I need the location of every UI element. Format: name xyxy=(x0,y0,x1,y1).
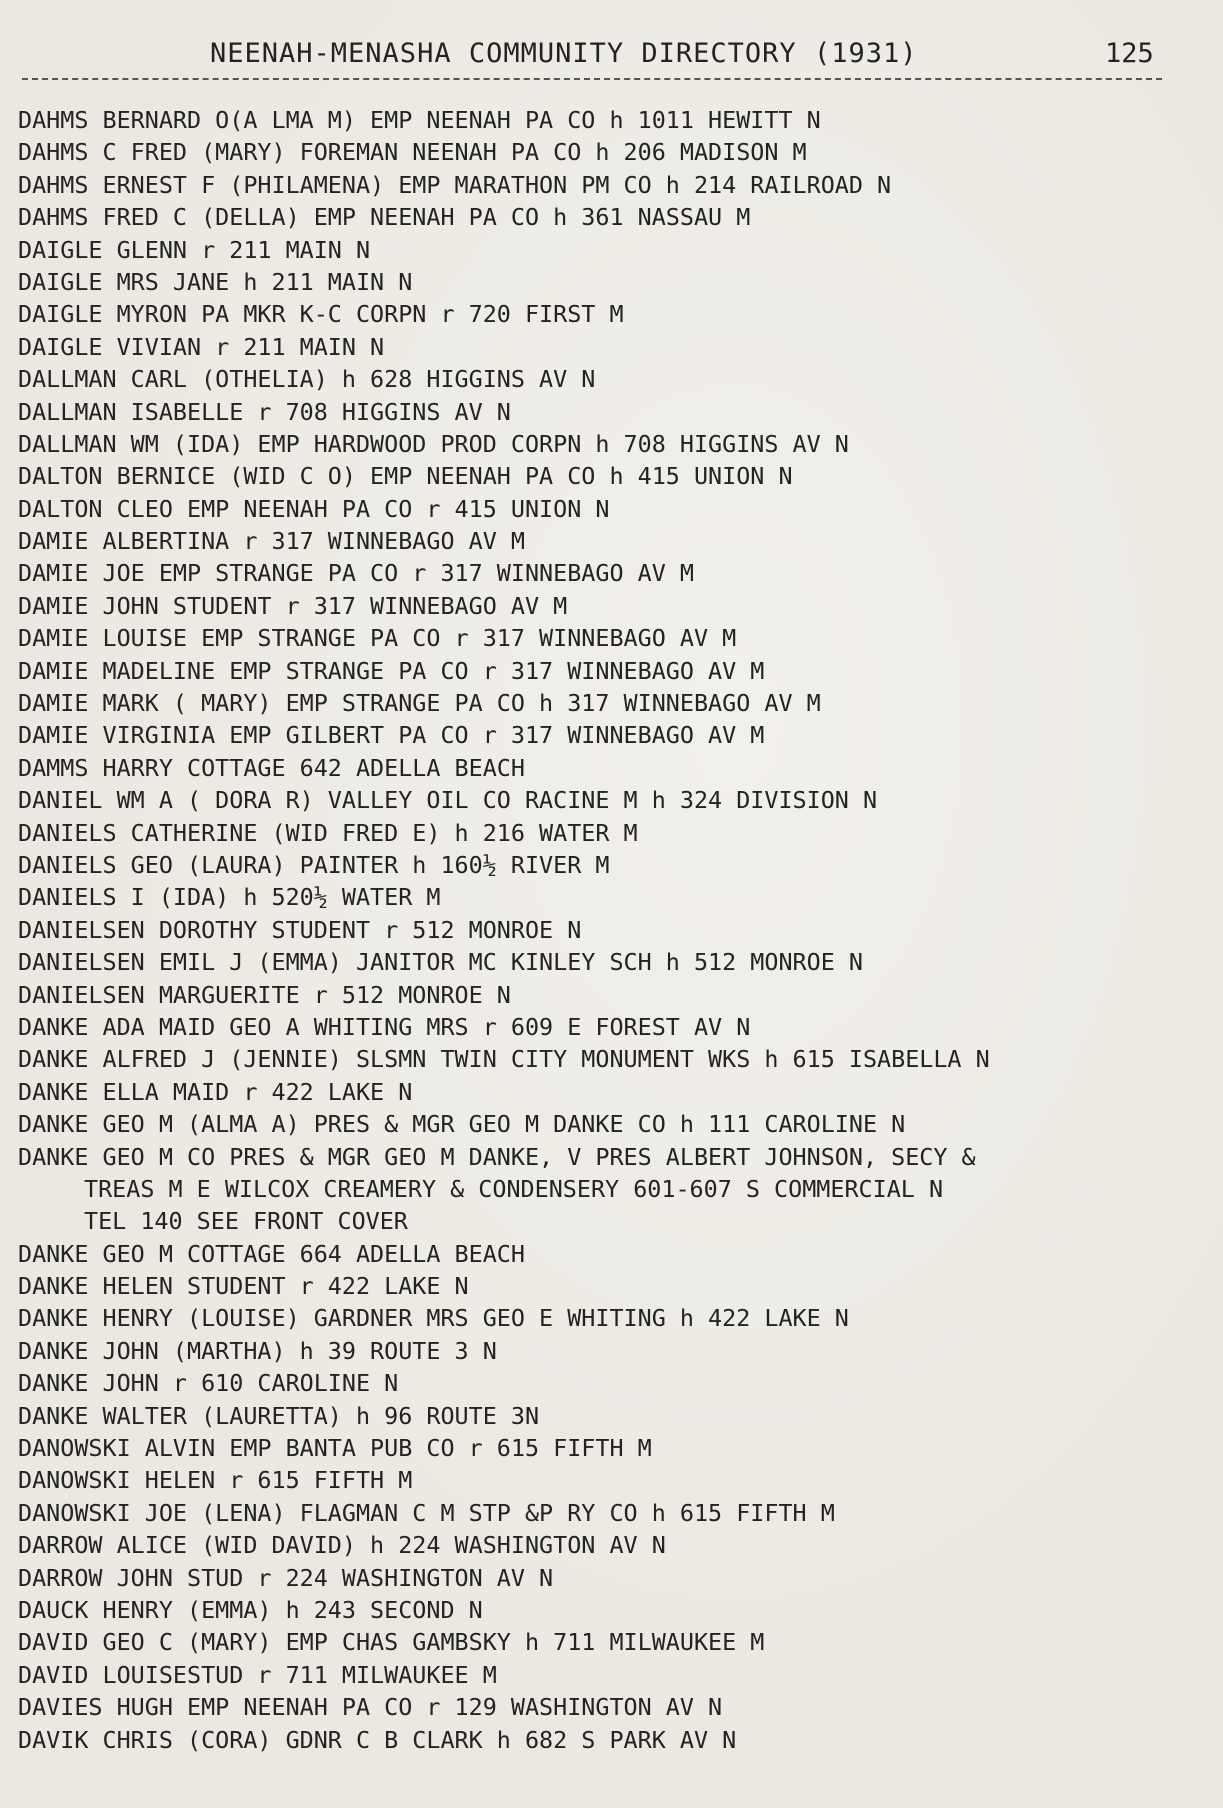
directory-entry: DANIELSEN EMIL J (EMMA) JANITOR MC KINLEY SCH h 512 MONROE N xyxy=(18,948,863,977)
directory-entry: DAVID GEO C (MARY) EMP CHAS GAMBSKY h 711 MILWAUKEE M xyxy=(18,1628,765,1657)
directory-entry: DALLMAN WM (IDA) EMP HARDWOOD PROD CORPN h 708 HIGGINS AV N xyxy=(18,429,849,458)
directory-entry: DAVIES HUGH EMP NEENAH PA CO r 129 WASHINGTON AV N xyxy=(18,1693,723,1722)
directory-entry: DAMIE LOUISE EMP STRANGE PA CO r 317 WINNEBAGO AV M xyxy=(18,624,737,653)
directory-entry: DANKE GEO M (ALMA A) PRES & MGR GEO M DANKE CO h 111 CAROLINE N xyxy=(18,1110,906,1139)
directory-entry-continuation: TEL 140 SEE FRONT COVER xyxy=(84,1207,408,1236)
directory-entry: DAHMS FRED C (DELLA) EMP NEENAH PA CO h 361 NASSAU M xyxy=(18,203,751,232)
directory-entry: DAMIE MADELINE EMP STRANGE PA CO r 317 WINNEBAGO AV M xyxy=(18,656,765,685)
directory-entry: DANIELSEN MARGUERITE r 512 MONROE N xyxy=(18,980,511,1009)
directory-entry: DAHMS C FRED (MARY) FOREMAN NEENAH PA CO h 206 MADISON M xyxy=(18,138,807,167)
directory-entry: DANIELS CATHERINE (WID FRED E) h 216 WATER M xyxy=(18,818,638,847)
directory-entries-list xyxy=(0,104,1223,1756)
directory-entry: DANKE GEO M CO PRES & MGR GEO M DANKE, V PRES ALBERT JOHNSON, SECY & xyxy=(18,1142,976,1171)
directory-entry: DANIELSEN DOROTHY STUDENT r 512 MONROE N xyxy=(18,915,582,944)
directory-entry: DARROW ALICE (WID DAVID) h 224 WASHINGTON AV N xyxy=(18,1531,666,1560)
directory-entry: DANIELS GEO (LAURA) PAINTER h 160½ RIVER M xyxy=(18,850,610,879)
directory-entry: DALLMAN CARL (OTHELIA) h 628 HIGGINS AV N xyxy=(18,365,596,394)
directory-entry: DANKE ADA MAID GEO A WHITING MRS r 609 E FOREST AV N xyxy=(18,1012,751,1041)
directory-entry: DANIEL WM A ( DORA R) VALLEY OIL CO RACINE M h 324 DIVISION N xyxy=(18,786,878,815)
directory-entry: DAMIE JOHN STUDENT r 317 WINNEBAGO AV M xyxy=(18,591,568,620)
directory-entry-continuation: TREAS M E WILCOX CREAMERY & CONDENSERY 601-607 S COMMERCIAL N xyxy=(84,1174,944,1203)
directory-entry: DAHMS ERNEST F (PHILAMENA) EMP MARATHON PM CO h 214 RAILROAD N xyxy=(18,170,892,199)
directory-entry: DAIGLE MRS JANE h 211 MAIN N xyxy=(18,267,413,296)
directory-entry: DAUCK HENRY (EMMA) h 243 SECOND N xyxy=(18,1595,483,1624)
directory-entry: DAIGLE VIVIAN r 211 MAIN N xyxy=(18,332,385,361)
page-title: NEENAH-MENASHA COMMUNITY DIRECTORY (1931) xyxy=(210,38,918,69)
header-divider xyxy=(22,78,1162,80)
directory-entry: DANOWSKI HELEN r 615 FIFTH M xyxy=(18,1466,413,1495)
directory-entry: DAVIK CHRIS (CORA) GDNR C B CLARK h 682 S PARK AV N xyxy=(18,1725,737,1754)
directory-entry: DARROW JOHN STUD r 224 WASHINGTON AV N xyxy=(18,1563,554,1592)
directory-entry: DAMMS HARRY COTTAGE 642 ADELLA BEACH xyxy=(18,753,525,782)
directory-entry: DAMIE VIRGINIA EMP GILBERT PA CO r 317 WINNEBAGO AV M xyxy=(18,721,765,750)
directory-entry: DANIELS I (IDA) h 520½ WATER M xyxy=(18,883,441,912)
directory-entry: DANKE GEO M COTTAGE 664 ADELLA BEACH xyxy=(18,1239,525,1268)
directory-entry: DAMIE MARK ( MARY) EMP STRANGE PA CO h 317 WINNEBAGO AV M xyxy=(18,689,821,718)
directory-entry: DANKE ALFRED J (JENNIE) SLSMN TWIN CITY MONUMENT WKS h 615 ISABELLA N xyxy=(18,1045,990,1074)
directory-entry: DAIGLE MYRON PA MKR K-C CORPN r 720 FIRST M xyxy=(18,300,624,329)
directory-entry: DALLMAN ISABELLE r 708 HIGGINS AV N xyxy=(18,397,511,426)
directory-entry: DALTON BERNICE (WID C O) EMP NEENAH PA CO h 415 UNION N xyxy=(18,462,793,491)
directory-entry: DALTON CLEO EMP NEENAH PA CO r 415 UNION N xyxy=(18,494,610,523)
directory-entry: DAMIE ALBERTINA r 317 WINNEBAGO AV M xyxy=(18,527,525,556)
directory-entry: DAVID LOUISESTUD r 711 MILWAUKEE M xyxy=(18,1660,497,1689)
directory-entry: DANKE ELLA MAID r 422 LAKE N xyxy=(18,1077,413,1106)
directory-entry: DANKE HELEN STUDENT r 422 LAKE N xyxy=(18,1272,469,1301)
directory-entry: DAIGLE GLENN r 211 MAIN N xyxy=(18,235,371,264)
directory-entry: DANOWSKI JOE (LENA) FLAGMAN C M STP &P RY CO h 615 FIFTH M xyxy=(18,1498,835,1527)
directory-entry: DANKE JOHN (MARTHA) h 39 ROUTE 3 N xyxy=(18,1336,497,1365)
directory-entry: DANKE JOHN r 610 CAROLINE N xyxy=(18,1369,399,1398)
directory-entry: DAMIE JOE EMP STRANGE PA CO r 317 WINNEBAGO AV M xyxy=(18,559,694,588)
directory-entry: DANOWSKI ALVIN EMP BANTA PUB CO r 615 FIFTH M xyxy=(18,1434,652,1463)
directory-entry: DAHMS BERNARD O(A LMA M) EMP NEENAH PA CO h 1011 HEWITT N xyxy=(18,106,821,134)
directory-entry: DANKE HENRY (LOUISE) GARDNER MRS GEO E WHITING h 422 LAKE N xyxy=(18,1304,849,1333)
directory-entry: DANKE WALTER (LAURETTA) h 96 ROUTE 3N xyxy=(18,1401,540,1430)
page-number: 125 xyxy=(1105,38,1154,69)
page-header xyxy=(0,30,1223,80)
